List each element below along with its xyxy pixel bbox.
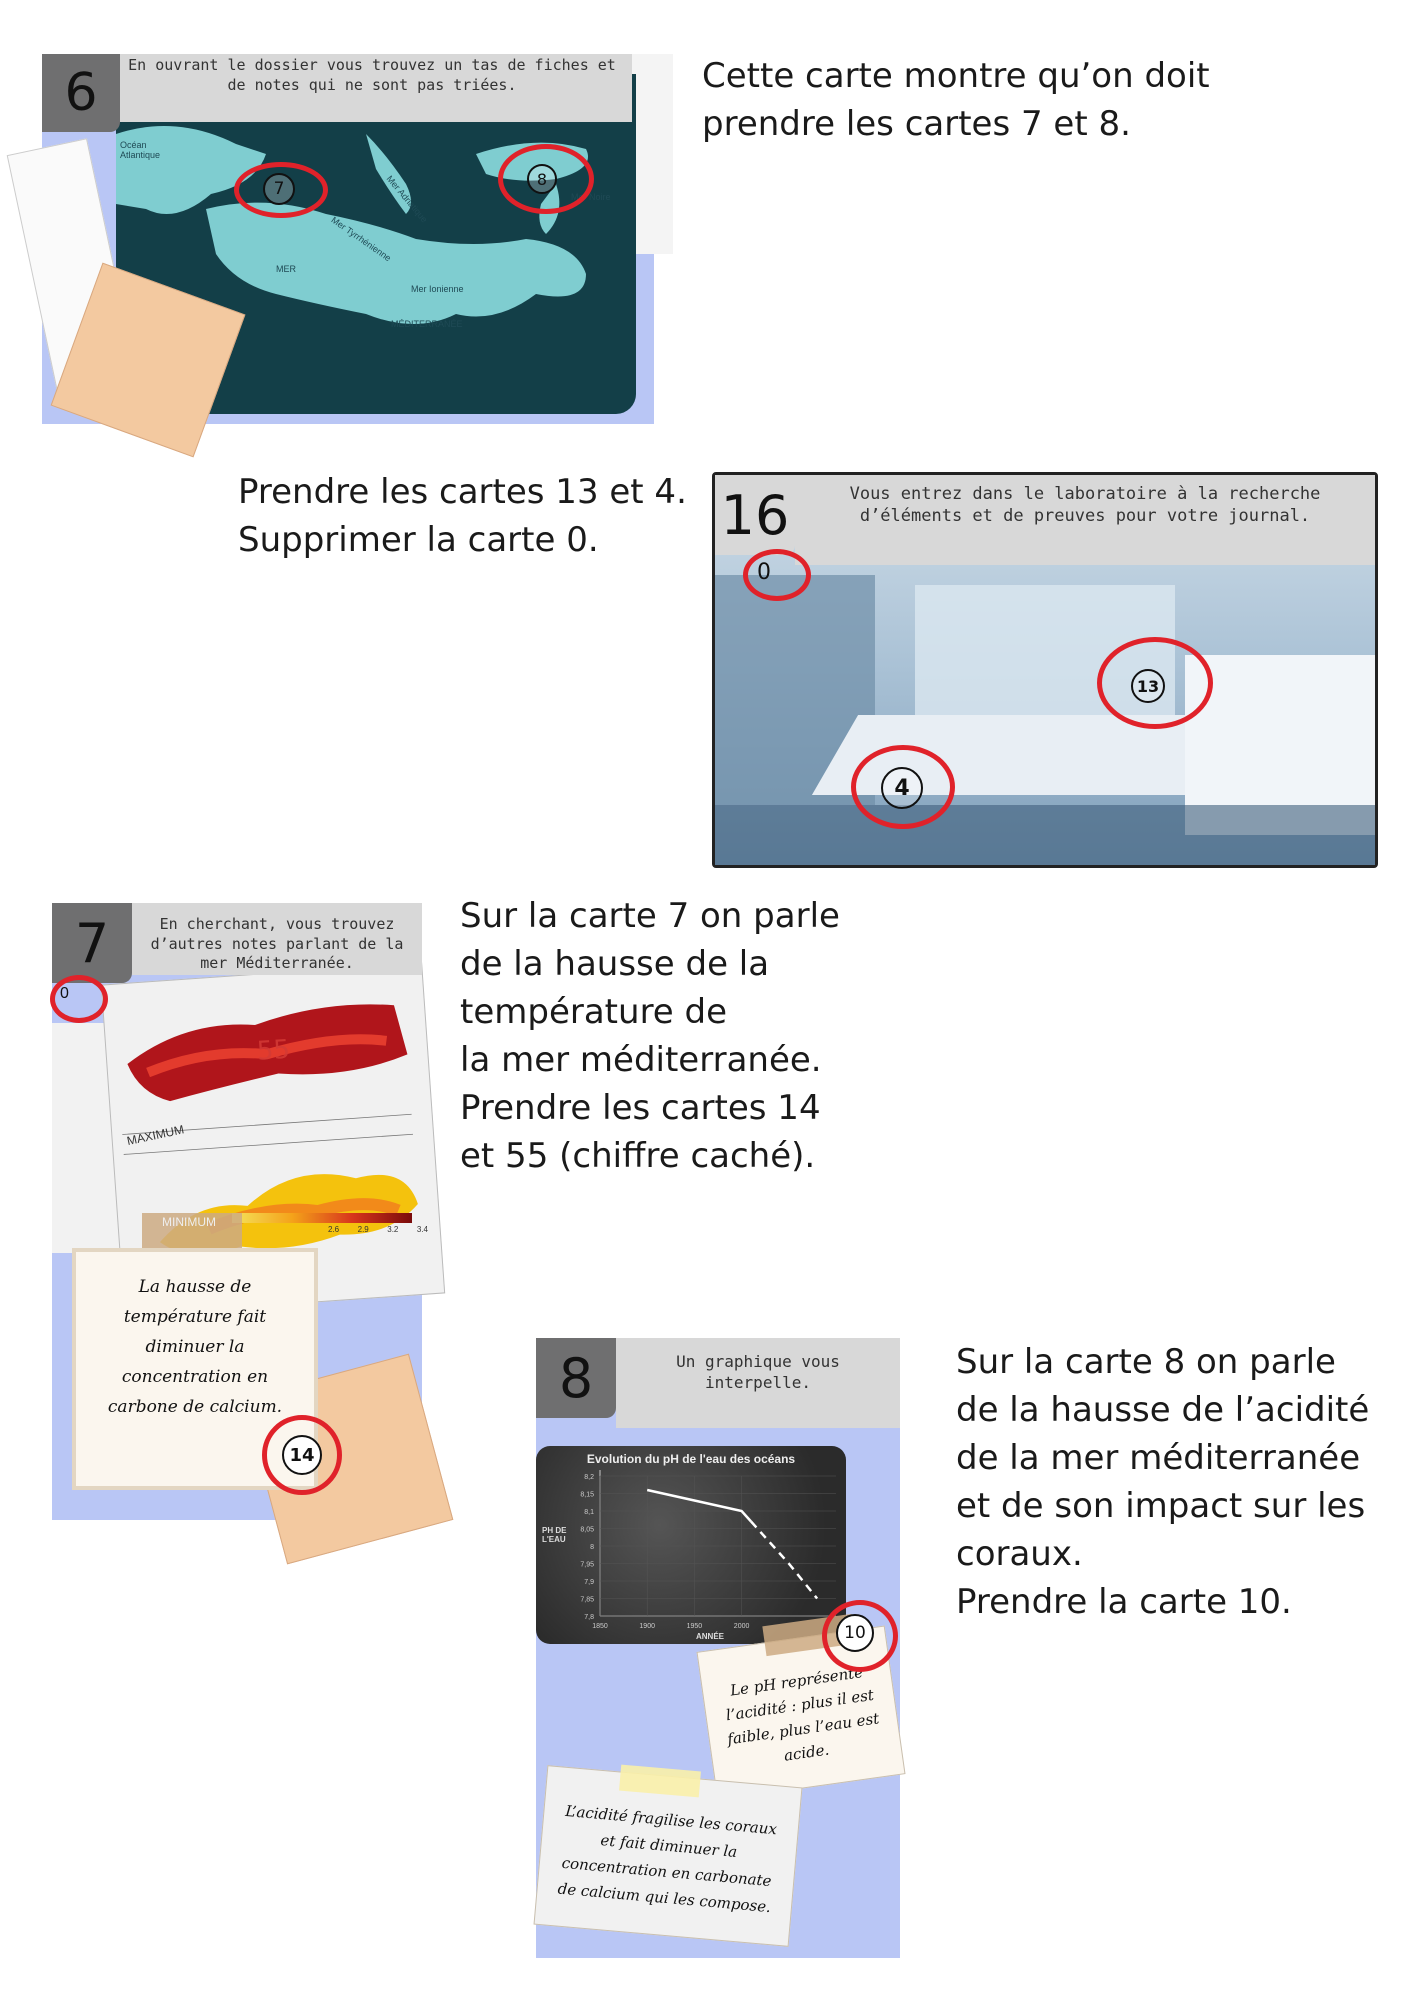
- chart-xlabel: ANNÉE: [696, 1632, 725, 1641]
- red-circle-marker-0: [743, 549, 811, 601]
- card-number: 7: [52, 903, 132, 983]
- marker-0: 0: [60, 985, 69, 1002]
- hidden-number-55: 55: [255, 1034, 291, 1067]
- marker-14: 14: [282, 1435, 322, 1475]
- chart-title: Evolution du pH de l'eau des océans: [586, 1452, 796, 1466]
- ph-chart-panel: [536, 1446, 846, 1644]
- scale-tick: 2.9: [357, 1225, 369, 1234]
- map-label-noire: Mer Noire: [571, 192, 611, 202]
- marker-7: 7: [263, 173, 295, 205]
- map-max-label: MAXIMUM: [125, 1122, 186, 1149]
- chart-x-tick-label: 1950: [686, 1623, 703, 1630]
- marker-4: 4: [881, 767, 923, 809]
- marker-13: 13: [1131, 669, 1165, 703]
- chart-y-tick-label: 8,1: [584, 1509, 594, 1516]
- card-8: [536, 1338, 900, 1958]
- red-circle-marker-13: [1097, 637, 1213, 729]
- card-number: 8: [536, 1338, 616, 1418]
- handwritten-note: La hausse de température fait diminuer la concentration en carbone de calcium.: [72, 1248, 318, 1490]
- card-caption: En cherchant, vous trouvez d’autres notes parlant de la mer Méditerranée.: [132, 903, 422, 975]
- red-circle-marker-8: [498, 144, 594, 214]
- chart-y-tick-label: 8: [590, 1544, 594, 1551]
- card-caption: Un graphique vous interpelle.: [616, 1338, 900, 1428]
- chart-ylabel: PH DE L'EAU: [542, 1526, 567, 1544]
- map-min-label: MINIMUM: [162, 1215, 216, 1229]
- marker-0: 0: [757, 560, 771, 585]
- chart-y-tick-label: 7,9: [584, 1579, 594, 1586]
- map-label-adriatique: Mer Adriatique: [384, 173, 430, 225]
- map-label-atlantic: Océan Atlantique: [120, 140, 161, 160]
- scale-tick: 2.6: [328, 1225, 340, 1234]
- chart-y-tick-label: 7,85: [580, 1596, 594, 1604]
- handwritten-note-ph: Le pH représente l’acidité : plus il est faible, plus l’eau est acide.: [696, 1626, 905, 1801]
- color-scale-ticks: [328, 1225, 428, 1234]
- chart-x-tick-label: 1850: [592, 1623, 608, 1630]
- card-7: [52, 903, 428, 1520]
- map-label-mediterranee: MÉDITERRANÉE: [391, 319, 463, 329]
- description-card-6: Cette carte montre qu’on doit prendre les cartes 7 et 8.: [702, 56, 1210, 144]
- map-label-ionienne: Mer Ionienne: [411, 284, 464, 294]
- scale-tick: 3.4: [416, 1225, 428, 1234]
- red-circle-marker-0: [50, 975, 108, 1023]
- card-caption: En ouvrant le dossier vous trouvez un tas de fiches et de notes qui ne sont pas triées.: [112, 54, 632, 122]
- marker-8: 8: [527, 164, 557, 194]
- red-circle-marker-7: [234, 162, 328, 218]
- chart-series-projected: [751, 1522, 817, 1599]
- chart-x-tick-label: 1900: [639, 1623, 655, 1630]
- marker-10: 10: [836, 1614, 874, 1652]
- map-label-mer: MER: [276, 264, 296, 274]
- red-circle-marker-10: [822, 1600, 898, 1672]
- description-card-8: Sur la carte 8 on parle de la hausse de l’acidité de la mer méditerranée et de son impact sur les coraux. Prendre la carte 10.: [956, 1342, 1370, 1622]
- description-card-7: Sur la carte 7 on parle de la hausse de la température de la mer méditerranée. Prendre les cartes 14 et 55 (chiffre caché).: [460, 896, 840, 1176]
- scale-tick: 3.2: [387, 1225, 399, 1234]
- red-circle-marker-4: [851, 745, 955, 829]
- chart-y-tick-label: 8,05: [580, 1526, 594, 1534]
- ph-line-chart: [536, 1446, 846, 1644]
- chart-y-tick-label: 7,8: [584, 1614, 594, 1621]
- chart-x-tick-label: 2000: [733, 1623, 750, 1630]
- card-6: [42, 54, 654, 424]
- card-number: 6: [42, 54, 120, 132]
- card-caption: Vous entrez dans le laboratoire à la recherche d’éléments et de preuves pour votre journal.: [795, 475, 1375, 565]
- lab-floor: [715, 805, 1375, 865]
- description-card-16: Prendre les cartes 13 et 4. Supprimer la carte 0.: [238, 472, 687, 560]
- chart-series-observed: [647, 1490, 751, 1522]
- chart-y-tick-label: 8,2: [584, 1474, 594, 1481]
- chart-y-tick-label: 8,15: [580, 1491, 594, 1499]
- chart-y-tick-label: 7,95: [580, 1561, 594, 1569]
- handwritten-note-coraux: L’acidité fragilise les coraux et fait diminuer la concentration en carbonate de calcium qui les compose.: [534, 1765, 803, 1947]
- card-16: [712, 472, 1378, 868]
- red-circle-marker-14: [262, 1415, 342, 1495]
- color-scale: [232, 1213, 412, 1223]
- map-label-tyrrhenienne: Mer Tyrrhénienne: [329, 214, 393, 264]
- card-number: 16: [715, 475, 795, 555]
